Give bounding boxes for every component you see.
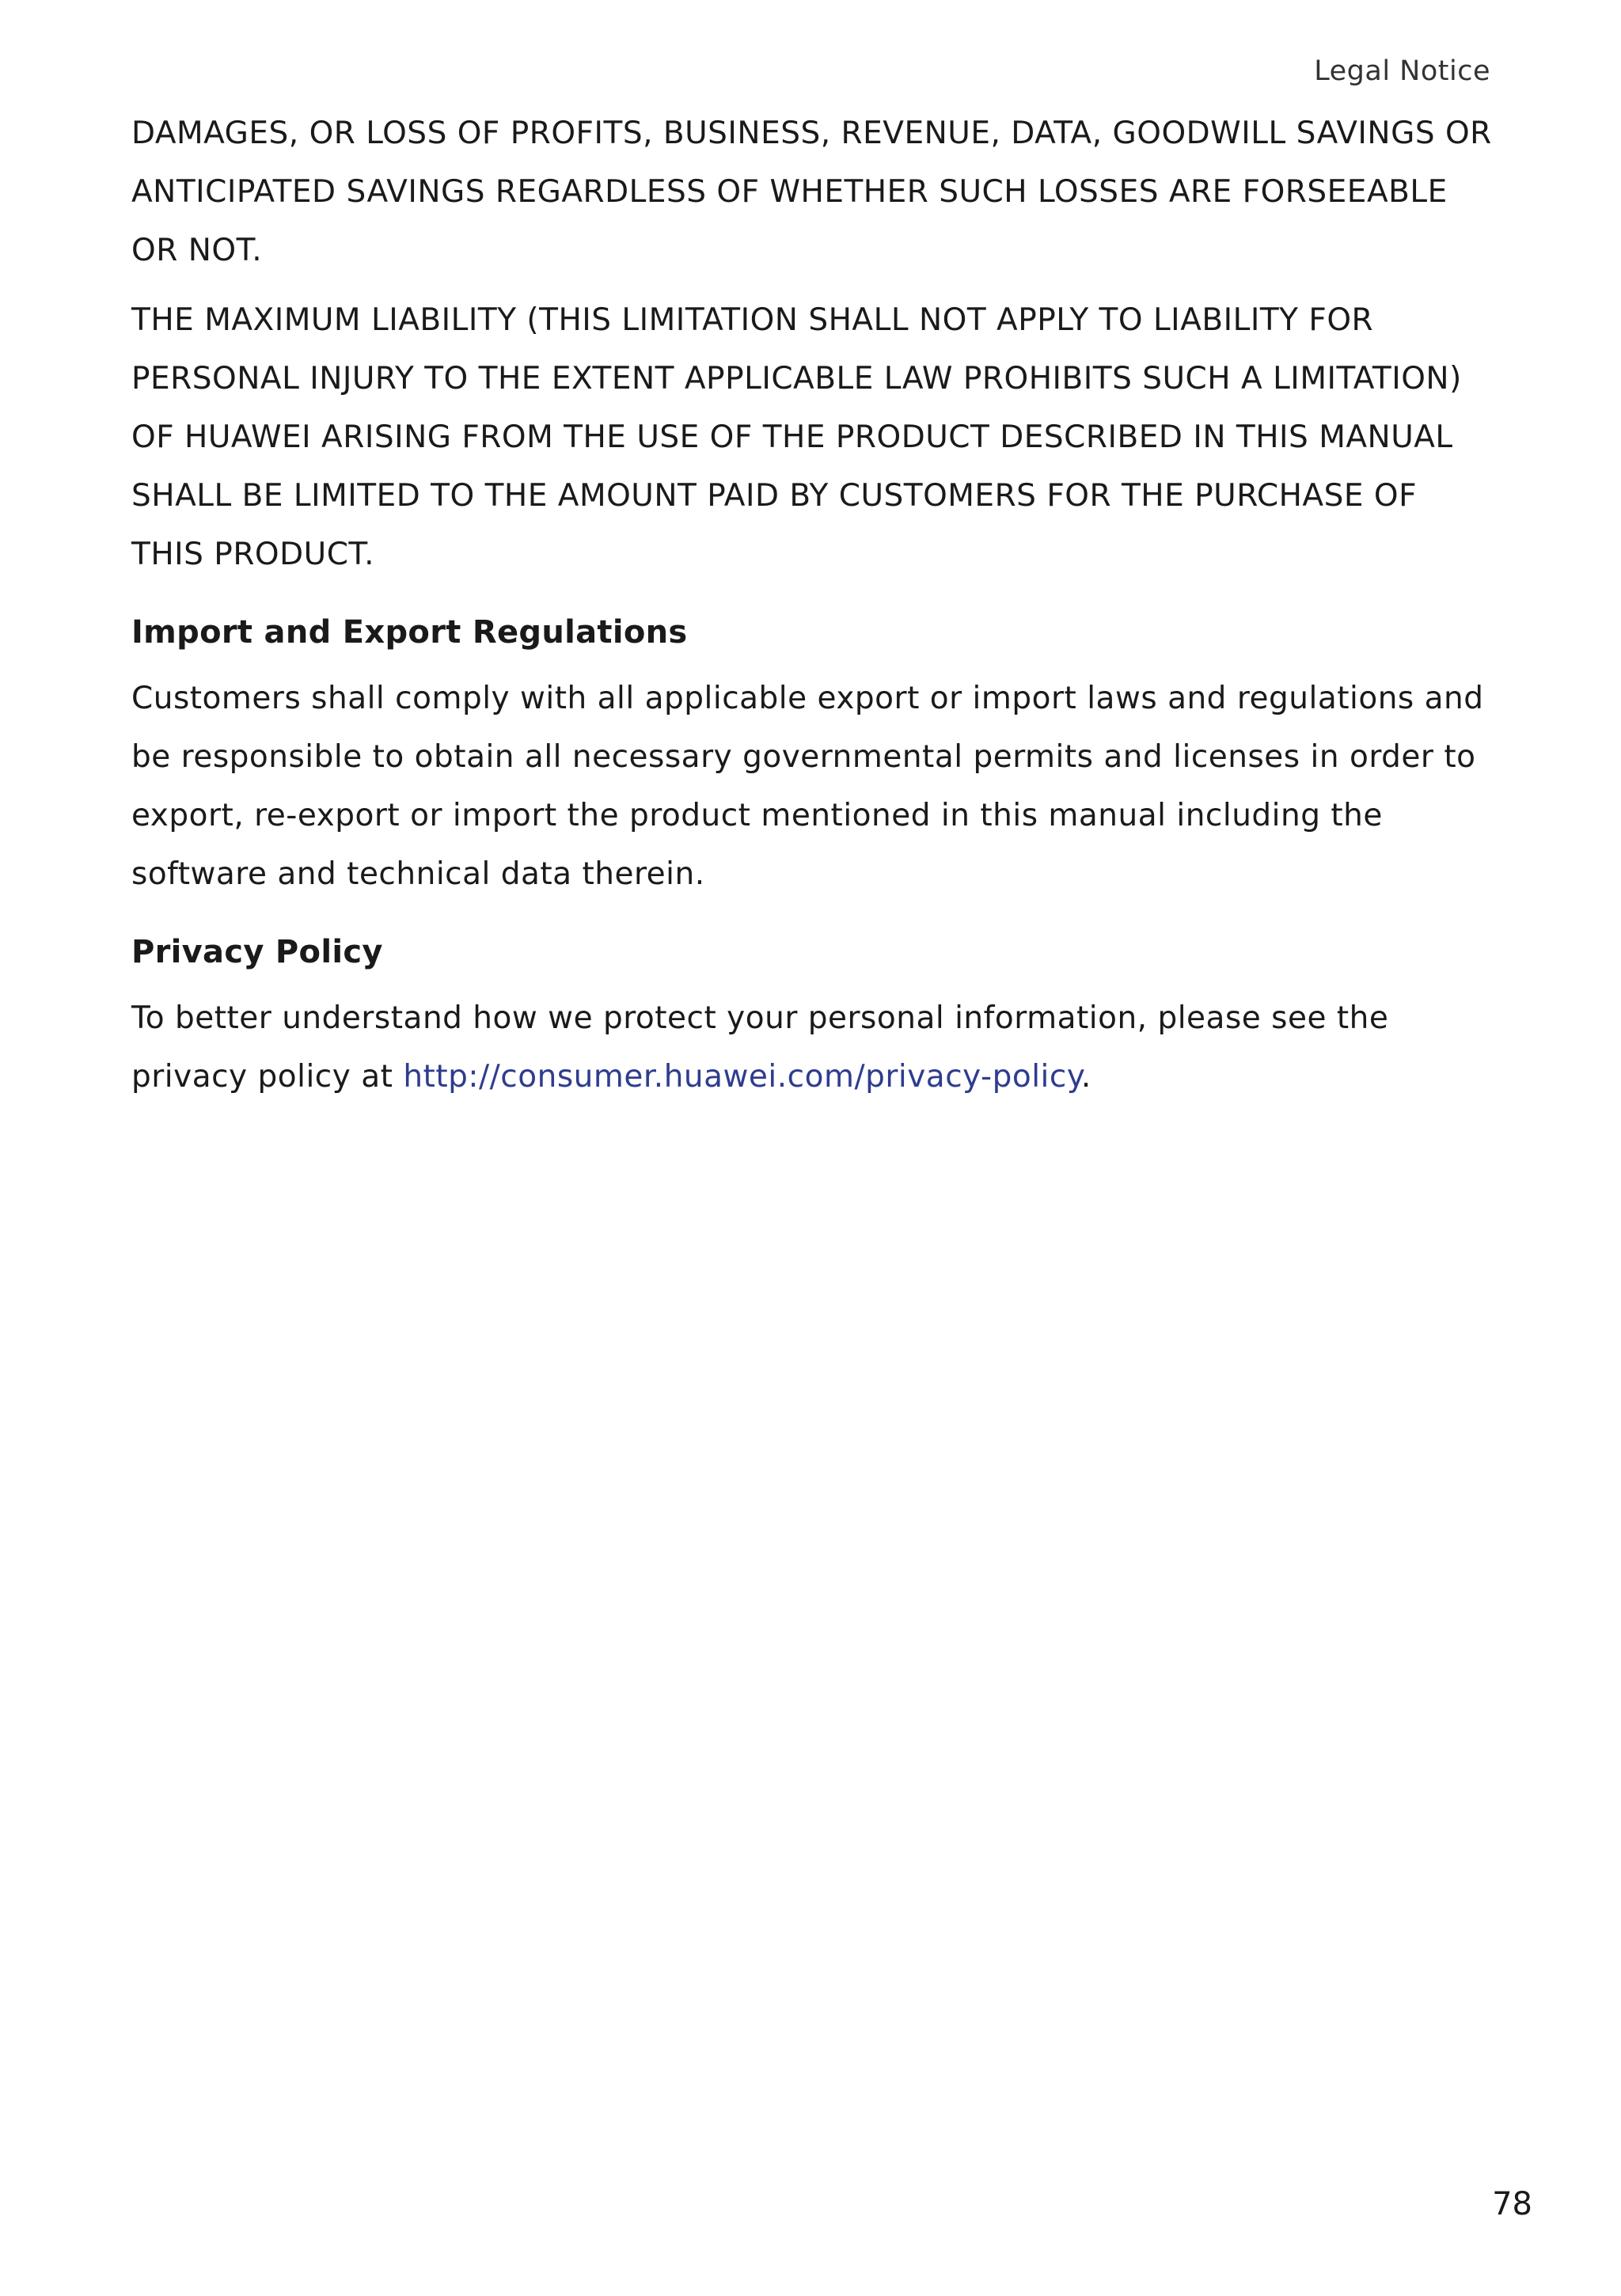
page-number: 78 [1492,2186,1532,2222]
privacy-policy-heading: Privacy Policy [131,934,383,970]
running-header: Legal Notice [1314,55,1490,87]
page-content [131,104,1493,1106]
privacy-paragraph-end: . [1080,1059,1091,1095]
privacy-policy-paragraph [131,989,1493,1106]
import-export-heading: Import and Export Regulations [131,614,688,651]
import-export-paragraph: Customers shall comply with all applicable export or import laws and regulations and be responsible to obtain all necessary governmental permits and licenses in order to export, re-export or import the product mentioned in this manual including the software and technical data therein. [131,681,1484,892]
liability-paragraph: THE MAXIMUM LIABILITY (THIS LIMITATION SHALL NOT APPLY TO LIABILITY FOR PERSONAL INJURY TO THE EXTENT APPLICABLE LAW PROHIBITS SUCH A LIMITATION) OF HUAWEI ARISING FROM THE USE OF THE PRODUCT DESCRIBED IN THIS MANUAL SHALL BE LIMITED TO THE AMOUNT PAID BY CUSTOMERS FOR THE PURCHASE OF THIS PRODUCT. [131,302,1462,572]
privacy-paragraph-text: To better understand how we protect your personal information, please see the privacy policy at [131,1000,1389,1095]
damages-paragraph: DAMAGES, OR LOSS OF PROFITS, BUSINESS, REVENUE, DATA, GOODWILL SAVINGS OR ANTICIPATED SAVINGS REGARDLESS OF WHETHER SUCH LOSSES ARE FORSEEABLE OR NOT. [131,116,1492,268]
privacy-policy-link[interactable]: http://consumer.huawei.com/privacy-policy [403,1059,1081,1095]
